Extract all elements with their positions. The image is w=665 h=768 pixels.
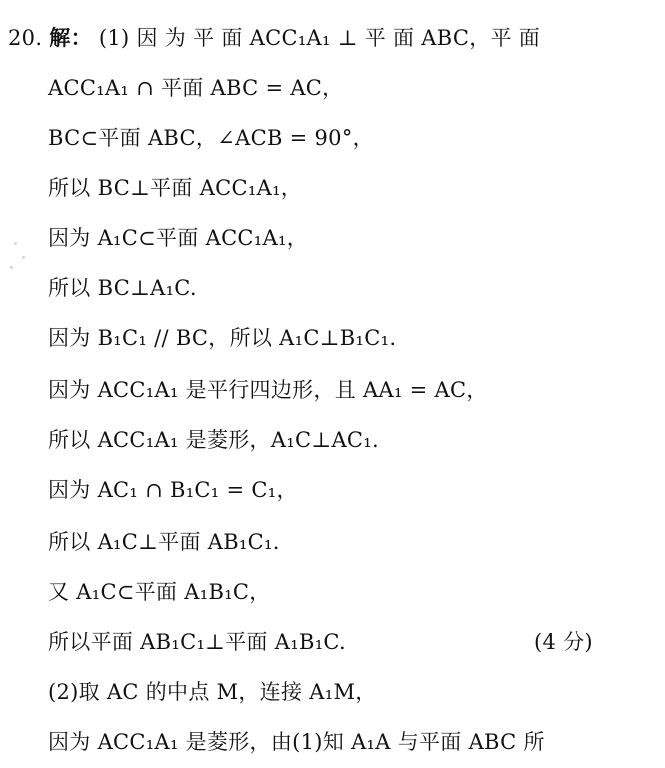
problem-number: 20.	[8, 26, 43, 50]
solution-text: (1) 因 为 平 面 ACC₁A₁ ⊥ 平 面 ABC，平 面	[98, 26, 541, 50]
solution-line-10: 因为 AC₁ ∩ B₁C₁ = C₁，	[48, 478, 298, 502]
solution-line-7: 因为 B₁C₁ // BC，所以 A₁C⊥B₁C₁.	[48, 326, 397, 350]
solution-line-15: 因为 ACC₁A₁ 是菱形，由(1)知 A₁A 与平面 ABC 所	[48, 730, 545, 754]
scan-speckle	[10, 266, 13, 269]
solution-label: 解：	[49, 25, 92, 50]
solution-line-8: 因为 ACC₁A₁ 是平行四边形，且 AA₁ = AC，	[48, 378, 488, 402]
solution-line-4: 所以 BC⊥平面 ACC₁A₁，	[48, 176, 303, 200]
solution-line-5: 因为 A₁C⊂平面 ACC₁A₁，	[48, 226, 309, 250]
solution-line-12: 又 A₁C⊂平面 A₁B₁C，	[48, 580, 271, 604]
solution-line-11: 所以 A₁C⊥平面 AB₁C₁.	[48, 530, 280, 554]
solution-line-6: 所以 BC⊥A₁C.	[48, 276, 197, 300]
solution-line-2: ACC₁A₁ ∩ 平面 ABC = AC，	[48, 76, 344, 100]
solution-line-13: 所以平面 AB₁C₁⊥平面 A₁B₁C.	[48, 630, 347, 654]
score-label: (4 分)	[534, 630, 593, 654]
scan-speckle	[22, 256, 25, 259]
solution-line-14: (2)取 AC 的中点 M，连接 A₁M，	[48, 680, 377, 704]
solution-line-3: BC⊂平面 ABC，∠ACB = 90°，	[48, 126, 374, 150]
scan-speckle	[14, 242, 17, 245]
solution-line-9: 所以 ACC₁A₁ 是菱形，A₁C⊥AC₁.	[48, 428, 379, 452]
solution-line-1	[8, 24, 540, 52]
